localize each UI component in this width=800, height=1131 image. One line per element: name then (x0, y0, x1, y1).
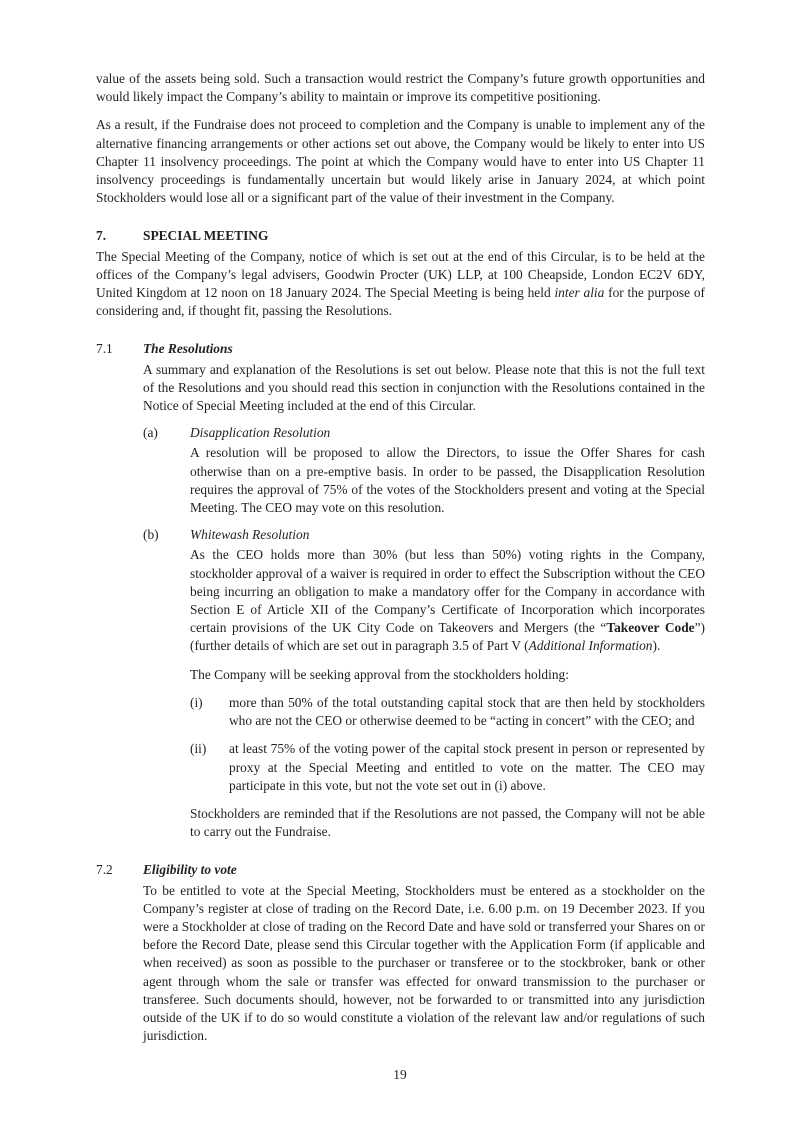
body-text: As the CEO holds more than 30% (but less than 50%) voting rights in the Company, stockholder approval of a waiver is required in order to effect the Subscription without the CEO being incurring an obligation to make a mandatory offer for the Company in accordance with Section E of Article XII of the Company’s Certificate of Incorporation which incorporates certain provisions of the UK City Code on Takeovers and Mergers (the “ (190, 547, 705, 636)
section-7-heading (96, 227, 705, 245)
italic-term: Additional Information (528, 638, 653, 654)
sub-item-i (190, 694, 705, 730)
subsection-number: 7.1 (96, 341, 113, 357)
body-text: for the purpose of considering and, if thought fit, passing the Resolutions. (96, 285, 705, 319)
sub-item-ii (190, 740, 705, 795)
section-number: 7. (96, 228, 107, 244)
approval-intro: The Company will be seeking approval from the stockholders holding: (190, 666, 569, 682)
sub-item-label: (ii) (190, 741, 207, 757)
item-title: Disapplication Resolution (190, 425, 331, 441)
subsection-title: The Resolutions (143, 341, 233, 357)
page-number: 19 (393, 1067, 407, 1082)
item-a-heading (143, 424, 705, 442)
document-page (96, 70, 705, 1045)
body-text: The Special Meeting of the Company, notice of which is set out at the end of this Circular, is to be held at the offices of the Company’s legal advisers, Goodwin Procter (UK) LLP, at 100 Cheapside, London EC2V 6DY, United Kingdom at 12 noon on 18 January 2024. The Special Meeting is being held (96, 248, 705, 301)
item-b-heading (143, 526, 705, 544)
sub-item-body: at least 75% of the voting power of the capital stock present in person or represented by proxy at the Special Meeting and entitled to vote on the matter. The CEO may participate in this vote, but not the vote set out in (i) above. (229, 741, 705, 793)
intro-paragraph-2: As a result, if the Fundraise does not proceed to completion and the Company is unable to implement any of the alternative financing arrangements or other actions set out above, the Company would be likely to enter into US Chapter 11 insolvency proceedings. The point at which the Company would have to enter into US Chapter 11 insolvency proceedings is fundamentally uncertain but would likely arise in January 2024, at which point Stockholders would lose all or a significant part of the value of their investment in the Company. (96, 117, 705, 206)
item-title: Whitewash Resolution (190, 527, 310, 543)
section-7-2-body: To be entitled to vote at the Special Meeting, Stockholders must be entered as a stockholder on the Company’s register at close of trading on the Record Date, i.e. 6.00 p.m. on 19 December 2023. If you were a Stockholder at close of trading on the Record Date and have sold or transferred your Shares on or before the Record Date, please send this Circular together with the Application Form (if applicable and when received) as soon as possible to the purchaser or transferee or to the stockbroker, bank or other agent through whom the sale or transfer was effected for onward transmission to the purchaser or transferee. Such documents should, however, not be forwarded to or transmitted into any jurisdiction outside of the UK if to do so would constitute a violation of the relevant law and/or regulations of such jurisdiction. (143, 882, 705, 1044)
subsection-title: Eligibility to vote (143, 862, 237, 878)
item-label: (b) (143, 527, 159, 543)
section-7-1-body: A summary and explanation of the Resolutions is set out below. Please note that this is not the full text of the Resolutions and you should read this section in conjunction with the Resolutions contained in the Notice of Special Meeting included at the end of this Circular. (143, 361, 705, 414)
subsection-number: 7.2 (96, 862, 113, 878)
section-title: SPECIAL MEETING (143, 228, 269, 244)
section-7-2-heading (96, 861, 705, 879)
section-7-1-heading (96, 340, 705, 358)
defined-term: Takeover Code (606, 620, 695, 636)
body-text: ). (652, 638, 661, 654)
reminder-paragraph: Stockholders are reminded that if the Resolutions are not passed, the Company will not be able to carry out the Fundraise. (190, 805, 705, 840)
sub-item-body: more than 50% of the total outstanding capital stock that are then held by stockholders who are not the CEO or otherwise deemed to be “acting in concert” with the CEO; and (229, 694, 705, 729)
sub-item-label: (i) (190, 694, 203, 710)
section-7-body (96, 248, 705, 321)
italic-term: inter alia (554, 285, 605, 301)
body-text: ”) (further details of which are set out in paragraph 3.5 of Part V ( (190, 620, 705, 654)
item-b-body (190, 546, 705, 655)
item-label: (a) (143, 425, 158, 441)
intro-paragraph-1: value of the assets being sold. Such a transaction would restrict the Company’s future growth opportunities and would likely impact the Company’s ability to maintain or improve its competitive positioning. (96, 71, 705, 105)
item-a-body: A resolution will be proposed to allow the Directors, to issue the Offer Shares for cash otherwise than on a pre-emptive basis. In order to be passed, the Disapplication Resolution requires the approval of 75% of the votes of the Stockholders present and voting at the Special Meeting. The CEO may vote on this resolution. (190, 445, 705, 516)
